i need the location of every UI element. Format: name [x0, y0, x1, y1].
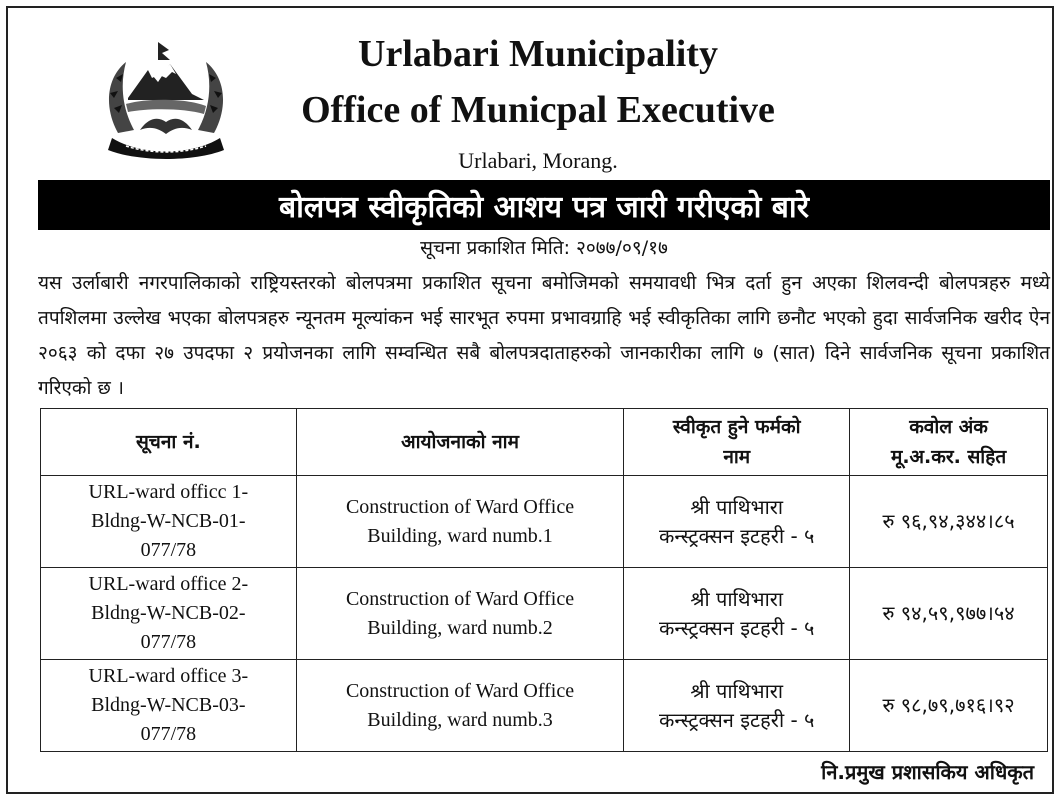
cell-firm: [624, 568, 850, 660]
table-row: [41, 568, 1048, 660]
signature-title: नि.प्रमुख प्रशासकिय अधिकृत: [821, 760, 1034, 784]
notice-title: बोलपत्र स्वीकृतिको आशय पत्र जारी गरीएको बारे: [279, 189, 809, 225]
firm-line: श्री पाथिभारा: [690, 678, 784, 703]
office-name: Office of Municpal Executive: [301, 89, 775, 131]
project-line: Construction of Ward Office: [345, 495, 575, 518]
cell-amount: रु ९८,७९,७१६।९२: [850, 660, 1048, 752]
project-line: Construction of Ward Office: [345, 587, 575, 610]
org-name: Urlabari Municipality: [358, 33, 718, 75]
notice-no-line: URL-ward office 2-: [88, 573, 249, 595]
publish-date: सूचना प्रकाशित मिति: २०७७/०९/१७: [420, 237, 668, 259]
header-notice-no: सूचना नं.: [41, 409, 297, 476]
project-line: Construction of Ward Office: [345, 679, 575, 702]
header-firm-name: [624, 409, 850, 476]
cell-project: [296, 660, 624, 752]
cell-notice-no: [41, 476, 297, 568]
header-bid-line1: कवोल अंक: [909, 416, 988, 438]
cell-amount: रु ९४,५९,९७७।५४: [850, 568, 1048, 660]
header-firm-line2: नाम: [723, 446, 751, 468]
bid-table: [40, 408, 1048, 752]
nepal-government-emblem-icon: [96, 38, 236, 163]
firm-line: श्री पाथिभारा: [690, 586, 784, 611]
cell-amount: रु ९६,९४,३४४।८५: [850, 476, 1048, 568]
notice-page: [6, 6, 1054, 794]
address: Urlabari, Morang.: [458, 148, 618, 173]
table-row: [41, 660, 1048, 752]
header-firm-line1: स्वीकृत हुने फर्मको: [672, 416, 801, 438]
cell-firm: [624, 476, 850, 568]
cell-firm: [624, 660, 850, 752]
header-project-name: आयोजनाको नाम: [296, 409, 624, 476]
cell-project: [296, 476, 624, 568]
table-header-row: [41, 409, 1048, 476]
table-row: [41, 476, 1048, 568]
cell-project: [296, 568, 624, 660]
project-line: Building, ward numb.1: [367, 524, 553, 547]
notice-no-line: 077/78: [140, 539, 197, 561]
notice-no-line: URL-ward office 3-: [88, 665, 249, 687]
firm-line: श्री पाथिभारा: [690, 494, 784, 519]
firm-line: कन्स्ट्रक्सन इटहरी - ५: [658, 523, 815, 548]
notice-no-line: Bldng-W-NCB-02-: [91, 602, 246, 624]
firm-line: कन्स्ट्रक्सन इटहरी - ५: [658, 707, 815, 732]
project-line: Building, ward numb.3: [367, 708, 553, 731]
notice-no-line: 077/78: [140, 631, 197, 653]
cell-notice-no: [41, 660, 297, 752]
header-bid-line2: मू.अ.कर. सहित: [890, 446, 1007, 468]
project-line: Building, ward numb.2: [367, 616, 553, 639]
firm-line: कन्स्ट्रक्सन इटहरी - ५: [658, 615, 815, 640]
notice-no-line: Bldng-W-NCB-03-: [91, 694, 246, 716]
notice-no-line: 077/78: [140, 723, 197, 745]
notice-no-line: URL-ward officc 1-: [88, 481, 249, 503]
notice-body: यस उर्लाबारी नगरपालिकाको राष्ट्रियस्तरको बोलपत्रमा प्रकाशित सूचना बमोजिमको समयावधी भित्र दर्ता हुन अएका शिलवन्दी बोलपत्रहरु मध्ये तपशिलमा उल्लेख भएका बोलपत्रहरु न्यूनतम मूल्यांकन भई सारभूत रुपमा प्रभावग्राहि भई स्वीकृतिका लागि छनौट भएको हुदा सार्वजनिक खरीद ऐन २०६३ को दफा २७ उपदफा २ प्रयोजनका लागि सम्वन्धित सबै बोलपत्रदाताहरुको जानकारीका लागि ७ (सात) दिने सार्वजनिक सूचना प्रकाशित गरिएको छ ।: [38, 272, 1050, 399]
cell-notice-no: [41, 568, 297, 660]
notice-title-banner: [38, 180, 1050, 230]
header-bid-amount: [850, 409, 1048, 476]
notice-no-line: Bldng-W-NCB-01-: [91, 510, 246, 532]
